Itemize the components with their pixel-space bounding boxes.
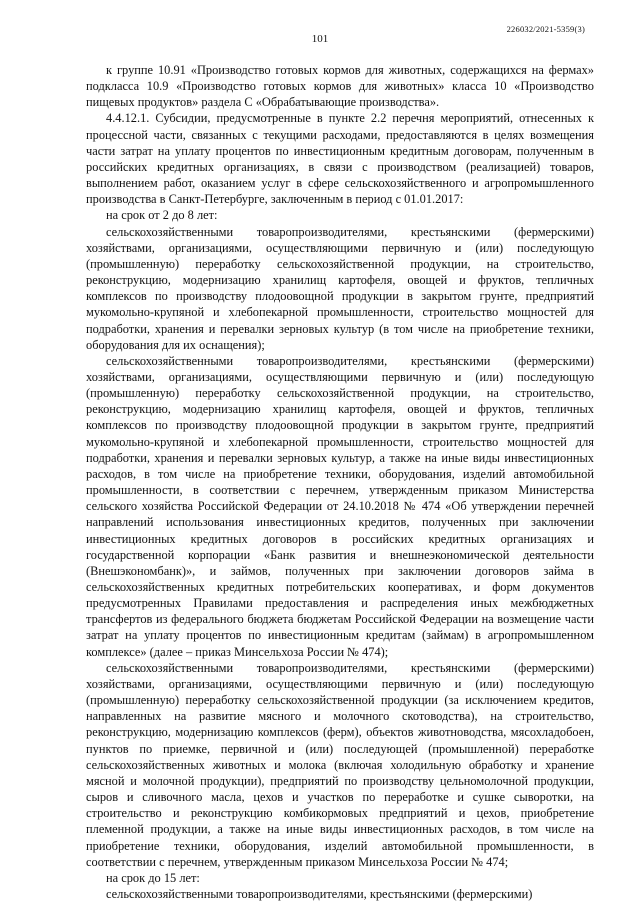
paragraph-item-storage-construction: сельскохозяйственными товаропроизводителями, крестьянскими (фермерскими) хозяйствами, организациями, осуществляющими первичную и (или) последующую (промышленную) переработку сельскохозяйственной продукции, на строительство, реконструкцию, модернизацию хранилищ картофеля, овощей и фруктов, тепличных комплексов по производству плодоовощной продукции в закрытом грунте, предприятий мукомольно-крупяной и хлебопекарной промышленности, строительство мощностей для подработки, хранения и перевалки зерновых культур (в том числе на приобретение техники, оборудования для их оснащения); [86, 224, 594, 352]
paragraph-item-continued: сельскохозяйственными товаропроизводителями, крестьянскими (фермерскими) [106, 886, 533, 901]
paragraph-item-storage-investment: сельскохозяйственными товаропроизводителями, крестьянскими (фермерскими) хозяйствами, организациями, осуществляющими первичную и (или) последующую (промышленную) переработку сельскохозяйственной продукции, на строительство, реконструкцию, модернизацию хранилищ картофеля, овощей и фруктов, тепличных комплексов по производству плодоовощной продукции в закрытом грунте, предприятий мукомольно-крупяной и хлебопекарной промышленности, строительство мощностей для подработки, хранения и перевалки зерновых культур, а также на иные виды инвестиционных расходов, в том числе на приобретение техники, оборудования, изделий автомобильной промышленности, в соответствии с перечнем, утвержденным приказом Министерства сельского хозяйства Российской Федерации от 24.10.2018 № 474 «Об утверждении перечней направлений использования инвестиционных кредитов, полученных при заключении инвестиционных кредитных договоров в российских кредитных организациях и государственной корпорации «Банк развития и внешнеэкономической деятельности (Внешэкономбанк)», и займов, полученных при заключении договоров займа в сельскохозяйственных кредитных потребительских кооперативах, и форм документов предусмотренных Правилами предоставления и распределения иных межбюджетных трансфертов из федерального бюджета бюджетам Российской Федерации на возмещение части затрат на уплату процентов по инвестиционным кредитам (займам) в агропромышленном комплексе» (далее – приказ Минсельхоза России № 474); [86, 353, 594, 659]
page-number: 101 [311, 33, 329, 45]
paragraph-item-livestock: сельскохозяйственными товаропроизводителями, крестьянскими (фермерскими) хозяйствами, организациями, осуществляющими первичную и (или) последующую (промышленную) переработку сельскохозяйственной продукции (за исключением кредитов, направленных на развитие мясного и молочного скотоводства), на строительство, реконструкцию, модернизацию комплексов (ферм), объектов животноводства, мясохладобоен, пунктов по приемке, первичной и (или) последующей (промышленной) переработке сельскохозяйственных животных и молока (включая холодильную обработку и хранение мясной и молочной продукции), предприятий по производству цельномолочной продукции, сыров и сливочного масла, цехов и участков по переработке и сушке сыворотки, на строительство и реконструкцию комбикормовых предприятий и цехов, приобретение племенной продукции, а также на иные виды инвестиционных расходов, в том числе на приобретение техники, оборудования, изделий автомобильной промышленности, в соответствии с перечнем, утвержденным приказом Минсельхоза России № 474; [86, 660, 594, 869]
paragraph-continuation: к группе 10.91 «Производство готовых кормов для животных, содержащихся на фермах» подкласса 10.9 «Производство готовых кормов для животных» класса 10 «Производство пищевых продуктов» раздела С «Обрабатывающие производства». [86, 63, 594, 110]
paragraph-term-15-years: на срок до 15 лет: [106, 870, 200, 885]
document-body [86, 62, 594, 902]
paragraph-4-4-12-1: 4.4.12.1. Субсидии, предусмотренные в пункте 2.2 перечня мероприятий, отнесенных к процессной части, связанных с текущими расходами, предоставляются в целях возмещения части затрат на уплату процентов по инвестиционным кредитным договорам, полученным в российских кредитных организациях, в связи с производством (реализацией) товаров, выполнением работ, оказанием услуг в сфере сельскохозяйственного и агропромышленного производства в Санкт-Петербурге, заключенным в период с 01.01.2017: [86, 111, 594, 207]
paragraph-term-2-8-years: на срок от 2 до 8 лет: [106, 208, 218, 223]
document-registration-number: 226032/2021-5359(3) [506, 24, 585, 34]
